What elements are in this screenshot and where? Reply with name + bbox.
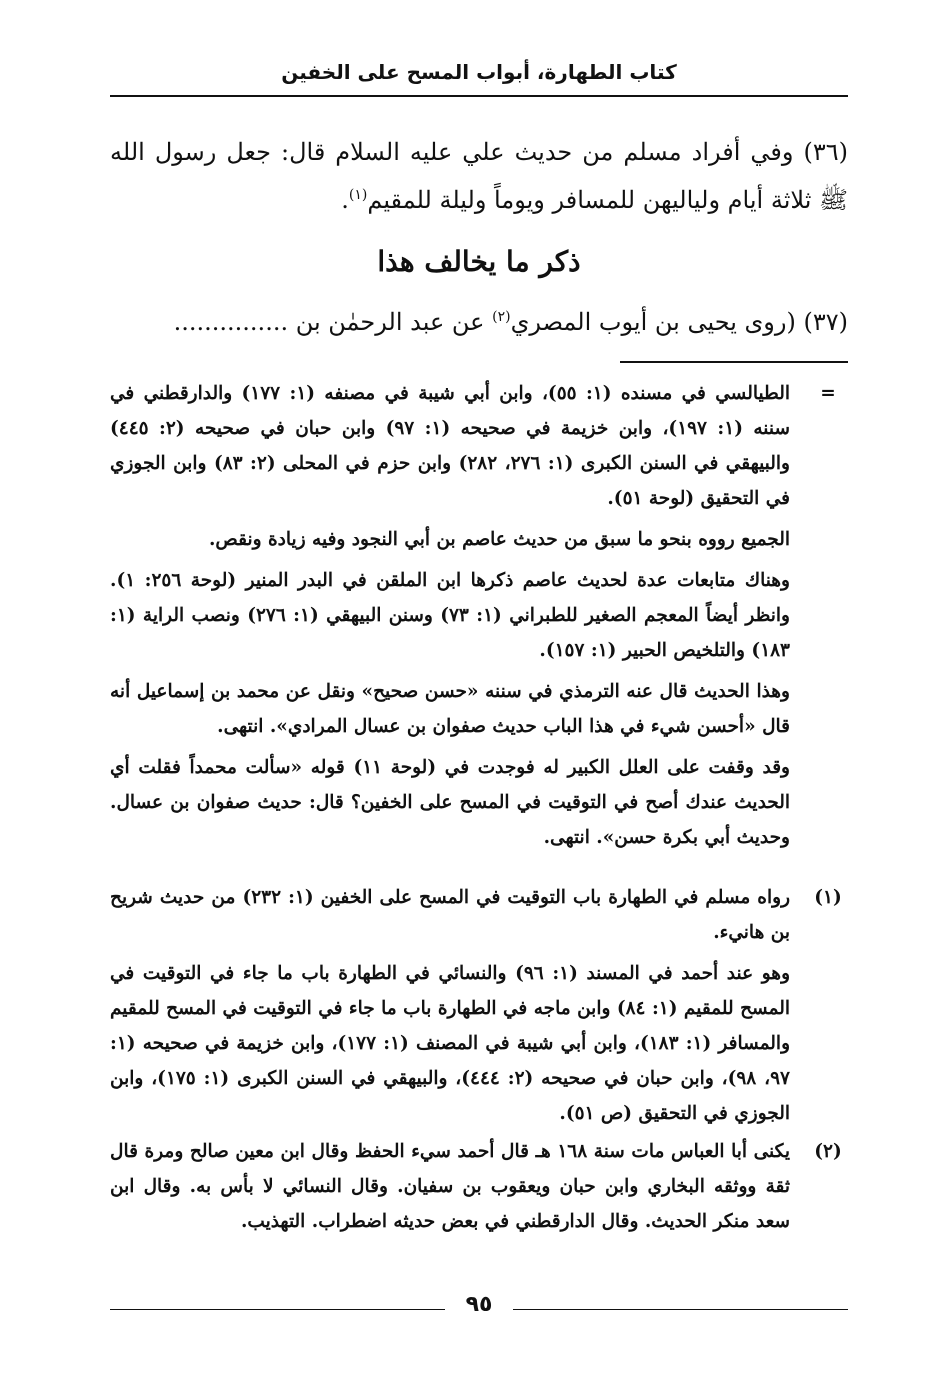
footnote-ref-2[interactable]: (٢) — [492, 309, 511, 325]
footnote-paragraph: يكنى أبا العباس مات سنة ١٦٨ هـ قال أحمد سيء الحفظ وقال ابن معين صالح ومرة قال ثقة ووثقه البخاري وابن حبان ويعقوب بن سفيان. وقال النسائي لا بأس به. وقال ابن سعد منكر الحديث. وقال الدارقطني في بعض حديثه اضطراب. التهذيب. — [110, 1141, 791, 1232]
footnote-continued — [110, 376, 848, 855]
hadith-37-start: (٣٧) (روى يحيى بن أيوب المصري — [510, 308, 848, 336]
footnote-separator — [620, 361, 848, 363]
hadith-36 — [110, 128, 848, 224]
footnote-1-mark: (١) — [814, 887, 842, 908]
hadith-36-end: . — [341, 186, 349, 214]
footnote-paragraph: وهناك متابعات عدة لحديث عاصم ذكرها ابن الملقن في البدر المنير (لوحة ٢٥٦: ١). وانظر أيضاً المعجم الصغير للطبراني (١: ٧٣) وسنن البيهقي (١: ٢٧٦) ونصب الراية (١: ١٨٣) والتلخيص الحبير (١: ١٥٧). — [110, 570, 790, 661]
footnote-paragraph: الطيالسي في مسنده (١: ٥٥)، وابن أبي شيبة في مصنفه (١: ١٧٧) والدارقطني في سننه (١: ١٩٧)، وابن خزيمة في صحيحه (١: ٩٧) وابن حبان في صحيحه (٢: ٤٤٥) والبيهقي في السنن الكبرى (١: ٢٧٦، ٢٨٢) وابن حزم في المحلى (٢: ٨٣) وابن الجوزي في التحقيق (لوحة ٥١). — [110, 383, 790, 509]
section-title: ذكر ما يخالف هذا — [377, 245, 581, 278]
footnote-paragraph: الجميع رووه بنحو ما سبق من حديث عاصم بن أبي النجود وفيه زيادة ونقص. — [208, 529, 790, 550]
footnote-ref-1[interactable]: (١) — [348, 187, 368, 203]
running-header: كتاب الطهارة، أبواب المسح على الخفين — [281, 60, 677, 84]
footer-rule-left — [110, 1309, 445, 1310]
hadith-37 — [110, 298, 848, 346]
footnote-2 — [110, 1134, 848, 1239]
footnote-2-mark: (٢) — [814, 1141, 842, 1162]
footnote-continuation-mark: = — [820, 383, 836, 404]
page-number: ٩٥ — [465, 1292, 493, 1317]
footnote-paragraph: وهذا الحديث قال عنه الترمذي في سننه «حسن صحيح» ونقل عن محمد بن إسماعيل أنه قال «أحسن شيء في هذا الباب حديث صفوان بن عسال المرادي». انتهى. — [110, 681, 790, 737]
footnote-paragraph: رواه مسلم في الطهارة باب التوقيت في المسح على الخفين (١: ٢٣٢) من حديث شريح بن هانيء. — [110, 887, 791, 943]
footnote-1 — [110, 880, 848, 1131]
hadith-37-end: عن عبد الرحمٰن بن ............... — [173, 308, 493, 336]
hadith-36-text: (٣٦) وفي أفراد مسلم من حديث علي عليه السلام قال: جعل رسول الله ﷺ ثلاثة أيام ولياليهن للمسافر ويوماً وليلة للمقيم — [110, 138, 848, 214]
footnote-paragraph: وقد وقفت على العلل الكبير له فوجدت في (لوحة ١١) قوله «سألت محمداً فقلت أي الحديث عندك أصح في التوقيت في المسح على الخفين؟ قال: حديث صفوان بن عسال. وحديث أبي بكرة حسن». انتهى. — [110, 757, 790, 848]
header-rule — [110, 95, 848, 97]
footnote-paragraph: وهو عند أحمد في المسند (١: ٩٦) والنسائي في الطهارة باب ما جاء في التوقيت في المسح للمقيم (١: ٨٤) وابن ماجه في الطهارة باب ما جاء في التوقيت في المسح للمقيم والمسافر (١: ١٨٣)، وابن أبي شيبة في المصنف (١: ١٧٧)، وابن خزيمة في صحيحه (١: ٩٧، ٩٨)، وابن حبان في صحيحه (٢: ٤٤٤)، والبيهقي في السنن الكبرى (١: ١٧٥)، وابن الجوزي في التحقيق (ص ٥١). — [110, 963, 791, 1124]
footer-rule-right — [513, 1309, 848, 1310]
